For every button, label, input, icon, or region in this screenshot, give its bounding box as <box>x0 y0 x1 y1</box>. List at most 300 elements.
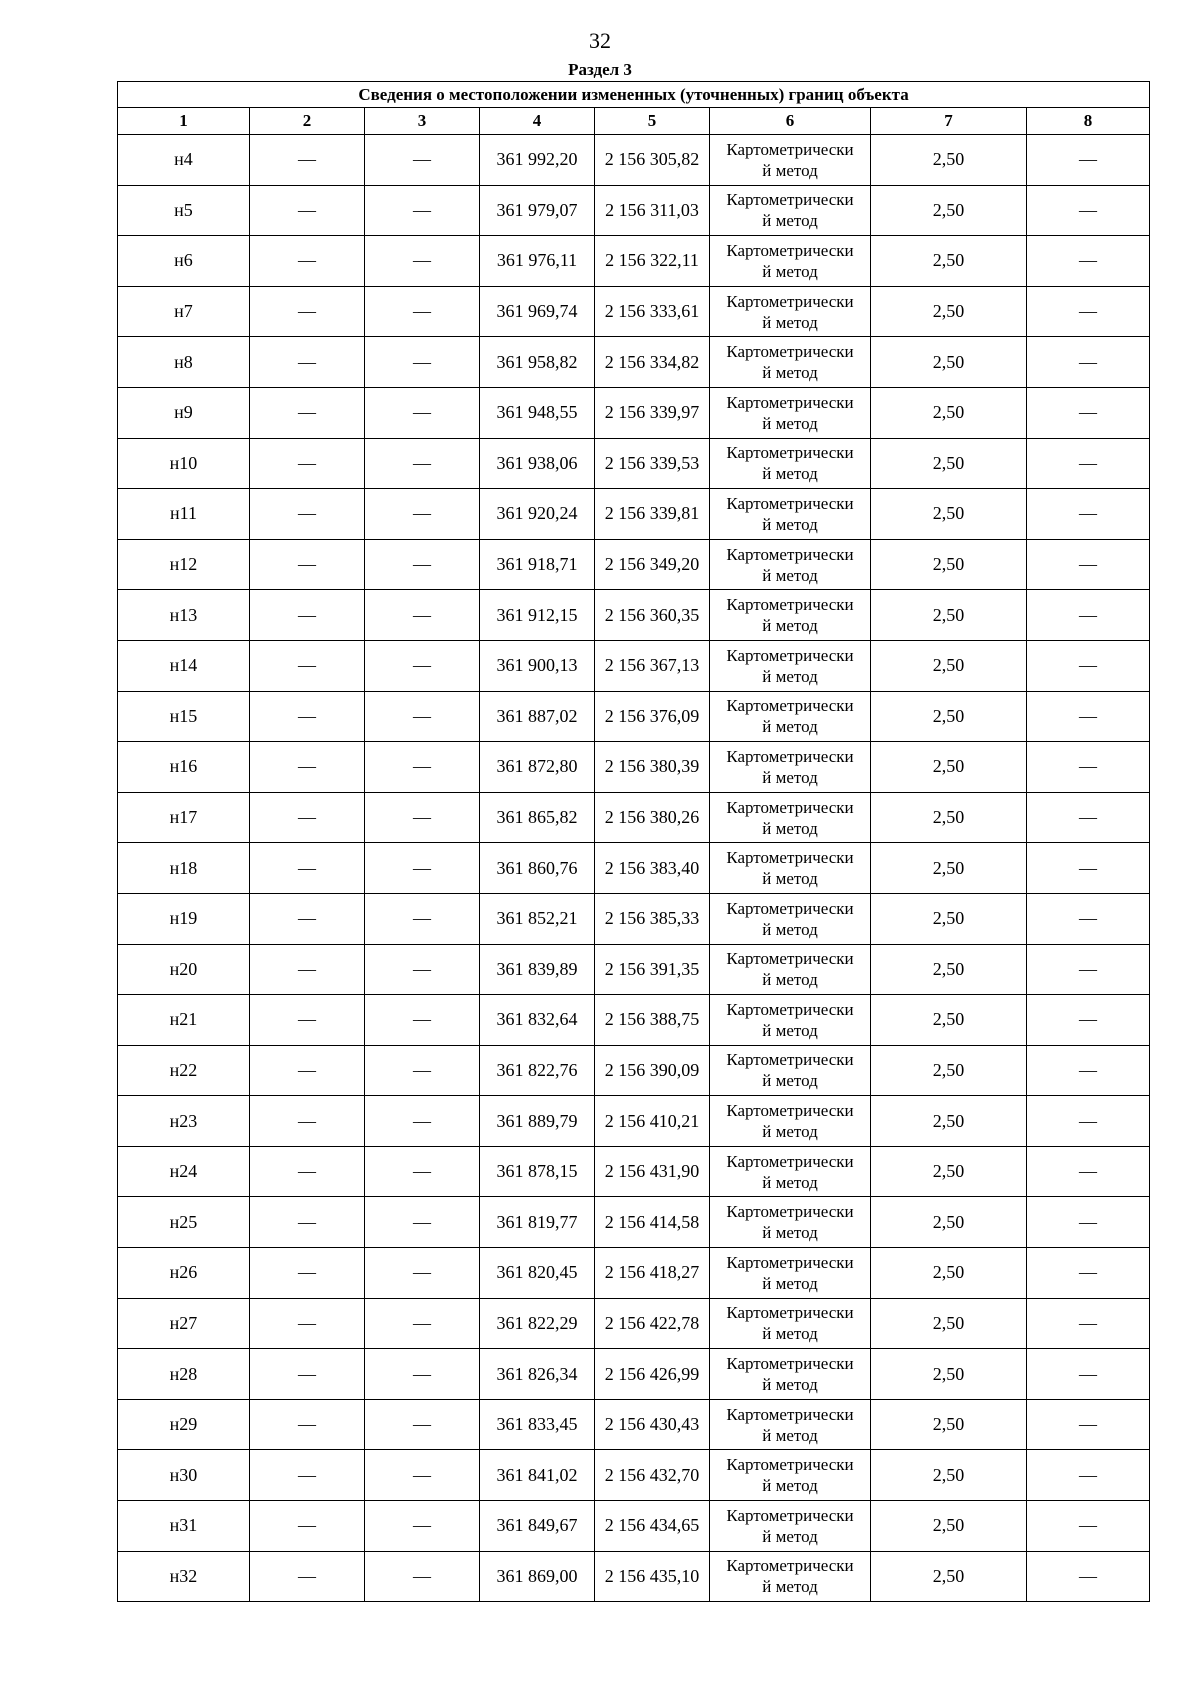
method-cell <box>710 1298 871 1349</box>
point-id-cell: н19 <box>118 893 250 944</box>
table-row <box>118 742 1150 793</box>
column-2-cell: — <box>250 489 365 540</box>
column-3-cell: — <box>365 1045 480 1096</box>
method-cell <box>710 1197 871 1248</box>
y-coordinate-cell: 2 156 383,40 <box>595 843 710 894</box>
method-text-line: й метод <box>762 767 818 787</box>
column-3-cell: — <box>365 792 480 843</box>
column-2-cell: — <box>250 944 365 995</box>
column-8-cell: — <box>1027 1298 1150 1349</box>
column-8-cell: — <box>1027 337 1150 388</box>
table-row <box>118 438 1150 489</box>
method-text-line: Картометрически <box>726 1556 854 1576</box>
method-cell <box>710 1349 871 1400</box>
method-text-line: Картометрически <box>726 1303 854 1323</box>
point-id-cell: н10 <box>118 438 250 489</box>
table-header-row <box>118 108 1150 135</box>
column-header: 6 <box>710 108 871 135</box>
column-3-cell: — <box>365 438 480 489</box>
method-text-line: й метод <box>762 919 818 939</box>
method-cell <box>710 691 871 742</box>
x-coordinate-cell: 361 887,02 <box>480 691 595 742</box>
y-coordinate-cell: 2 156 334,82 <box>595 337 710 388</box>
y-coordinate-cell: 2 156 391,35 <box>595 944 710 995</box>
method-cell <box>710 1248 871 1299</box>
y-coordinate-cell: 2 156 426,99 <box>595 1349 710 1400</box>
x-coordinate-cell: 361 839,89 <box>480 944 595 995</box>
x-coordinate-cell: 361 969,74 <box>480 286 595 337</box>
point-id-cell: н9 <box>118 387 250 438</box>
method-text-line: й метод <box>762 1122 818 1142</box>
method-cell <box>710 489 871 540</box>
table-row <box>118 792 1150 843</box>
method-text-line: й метод <box>762 312 818 332</box>
column-8-cell: — <box>1027 489 1150 540</box>
column-3-cell: — <box>365 387 480 438</box>
accuracy-cell: 2,50 <box>871 742 1027 793</box>
table-row <box>118 1146 1150 1197</box>
table-row <box>118 1551 1150 1602</box>
table-row <box>118 1096 1150 1147</box>
method-text-line: Картометрически <box>726 1505 854 1525</box>
column-8-cell: — <box>1027 1045 1150 1096</box>
table-row <box>118 236 1150 287</box>
y-coordinate-cell: 2 156 305,82 <box>595 135 710 186</box>
accuracy-cell: 2,50 <box>871 1146 1027 1197</box>
accuracy-cell: 2,50 <box>871 944 1027 995</box>
column-8-cell: — <box>1027 286 1150 337</box>
x-coordinate-cell: 361 878,15 <box>480 1146 595 1197</box>
section-title: Раздел 3 <box>568 60 632 79</box>
column-2-cell: — <box>250 1096 365 1147</box>
y-coordinate-cell: 2 156 430,43 <box>595 1399 710 1450</box>
y-coordinate-cell: 2 156 390,09 <box>595 1045 710 1096</box>
point-id-cell: н28 <box>118 1349 250 1400</box>
method-text-line: Картометрически <box>726 797 854 817</box>
column-3-cell: — <box>365 1298 480 1349</box>
method-text-line: Картометрически <box>726 1101 854 1121</box>
accuracy-cell: 2,50 <box>871 387 1027 438</box>
point-id-cell: н18 <box>118 843 250 894</box>
table-row <box>118 843 1150 894</box>
table-row <box>118 337 1150 388</box>
x-coordinate-cell: 361 849,67 <box>480 1501 595 1552</box>
accuracy-cell: 2,50 <box>871 236 1027 287</box>
accuracy-cell: 2,50 <box>871 185 1027 236</box>
method-cell <box>710 1146 871 1197</box>
x-coordinate-cell: 361 865,82 <box>480 792 595 843</box>
column-8-cell: — <box>1027 1399 1150 1450</box>
x-coordinate-cell: 361 872,80 <box>480 742 595 793</box>
method-cell <box>710 337 871 388</box>
method-cell <box>710 843 871 894</box>
method-cell <box>710 640 871 691</box>
table-row <box>118 995 1150 1046</box>
table-row <box>118 1298 1150 1349</box>
y-coordinate-cell: 2 156 422,78 <box>595 1298 710 1349</box>
point-id-cell: н20 <box>118 944 250 995</box>
accuracy-cell: 2,50 <box>871 792 1027 843</box>
accuracy-cell: 2,50 <box>871 1298 1027 1349</box>
accuracy-cell: 2,50 <box>871 1197 1027 1248</box>
method-text-line: й метод <box>762 464 818 484</box>
accuracy-cell: 2,50 <box>871 438 1027 489</box>
column-header: 2 <box>250 108 365 135</box>
x-coordinate-cell: 361 822,29 <box>480 1298 595 1349</box>
point-id-cell: н14 <box>118 640 250 691</box>
x-coordinate-cell: 361 841,02 <box>480 1450 595 1501</box>
column-2-cell: — <box>250 438 365 489</box>
x-coordinate-cell: 361 918,71 <box>480 539 595 590</box>
y-coordinate-cell: 2 156 380,26 <box>595 792 710 843</box>
table-row <box>118 691 1150 742</box>
column-3-cell: — <box>365 489 480 540</box>
method-cell <box>710 1450 871 1501</box>
method-text-line: Картометрически <box>726 240 854 260</box>
column-8-cell: — <box>1027 1096 1150 1147</box>
y-coordinate-cell: 2 156 333,61 <box>595 286 710 337</box>
column-8-cell: — <box>1027 590 1150 641</box>
method-text-line: Картометрически <box>726 848 854 868</box>
accuracy-cell: 2,50 <box>871 1349 1027 1400</box>
point-id-cell: н29 <box>118 1399 250 1450</box>
method-text-line: й метод <box>762 160 818 180</box>
column-8-cell: — <box>1027 742 1150 793</box>
y-coordinate-cell: 2 156 414,58 <box>595 1197 710 1248</box>
accuracy-cell: 2,50 <box>871 590 1027 641</box>
column-3-cell: — <box>365 1399 480 1450</box>
method-text-line: Картометрически <box>726 898 854 918</box>
column-8-cell: — <box>1027 236 1150 287</box>
method-text-line: Картометрически <box>726 949 854 969</box>
column-header: 7 <box>871 108 1027 135</box>
column-3-cell: — <box>365 337 480 388</box>
accuracy-cell: 2,50 <box>871 691 1027 742</box>
column-3-cell: — <box>365 1197 480 1248</box>
column-3-cell: — <box>365 640 480 691</box>
method-text-line: Картометрически <box>726 139 854 159</box>
method-text-line: Картометрически <box>726 1202 854 1222</box>
method-cell <box>710 236 871 287</box>
column-3-cell: — <box>365 539 480 590</box>
column-header: 5 <box>595 108 710 135</box>
point-id-cell: н12 <box>118 539 250 590</box>
column-2-cell: — <box>250 236 365 287</box>
column-3-cell: — <box>365 185 480 236</box>
table-row <box>118 135 1150 186</box>
table-row <box>118 387 1150 438</box>
y-coordinate-cell: 2 156 385,33 <box>595 893 710 944</box>
point-id-cell: н27 <box>118 1298 250 1349</box>
method-cell <box>710 792 871 843</box>
method-text-line: й метод <box>762 1375 818 1395</box>
column-3-cell: — <box>365 236 480 287</box>
column-3-cell: — <box>365 995 480 1046</box>
method-cell <box>710 1551 871 1602</box>
column-2-cell: — <box>250 1450 365 1501</box>
x-coordinate-cell: 361 920,24 <box>480 489 595 540</box>
y-coordinate-cell: 2 156 388,75 <box>595 995 710 1046</box>
column-8-cell: — <box>1027 387 1150 438</box>
accuracy-cell: 2,50 <box>871 1551 1027 1602</box>
y-coordinate-cell: 2 156 367,13 <box>595 640 710 691</box>
accuracy-cell: 2,50 <box>871 843 1027 894</box>
x-coordinate-cell: 361 912,15 <box>480 590 595 641</box>
table-row <box>118 1197 1150 1248</box>
column-2-cell: — <box>250 1197 365 1248</box>
x-coordinate-cell: 361 889,79 <box>480 1096 595 1147</box>
table-row <box>118 1501 1150 1552</box>
method-text-line: Картометрически <box>726 999 854 1019</box>
method-text-line: й метод <box>762 413 818 433</box>
column-3-cell: — <box>365 1450 480 1501</box>
column-3-cell: — <box>365 1501 480 1552</box>
point-id-cell: н7 <box>118 286 250 337</box>
column-header: 3 <box>365 108 480 135</box>
x-coordinate-cell: 361 833,45 <box>480 1399 595 1450</box>
table-row <box>118 1349 1150 1400</box>
accuracy-cell: 2,50 <box>871 995 1027 1046</box>
column-header: 8 <box>1027 108 1150 135</box>
x-coordinate-cell: 361 979,07 <box>480 185 595 236</box>
column-2-cell: — <box>250 1349 365 1400</box>
y-coordinate-cell: 2 156 376,09 <box>595 691 710 742</box>
table-row <box>118 944 1150 995</box>
y-coordinate-cell: 2 156 418,27 <box>595 1248 710 1299</box>
table-row <box>118 893 1150 944</box>
column-8-cell: — <box>1027 843 1150 894</box>
x-coordinate-cell: 361 860,76 <box>480 843 595 894</box>
accuracy-cell: 2,50 <box>871 337 1027 388</box>
column-8-cell: — <box>1027 135 1150 186</box>
method-text-line: й метод <box>762 363 818 383</box>
column-8-cell: — <box>1027 1501 1150 1552</box>
method-text-line: Картометрически <box>726 1252 854 1272</box>
method-text-line: й метод <box>762 261 818 281</box>
method-cell <box>710 185 871 236</box>
column-2-cell: — <box>250 539 365 590</box>
accuracy-cell: 2,50 <box>871 640 1027 691</box>
y-coordinate-cell: 2 156 349,20 <box>595 539 710 590</box>
y-coordinate-cell: 2 156 432,70 <box>595 1450 710 1501</box>
method-cell <box>710 438 871 489</box>
method-text-line: Картометрически <box>726 1404 854 1424</box>
page-number: 32 <box>589 28 611 53</box>
column-2-cell: — <box>250 387 365 438</box>
x-coordinate-cell: 361 976,11 <box>480 236 595 287</box>
method-text-line: й метод <box>762 818 818 838</box>
method-text-line: й метод <box>762 666 818 686</box>
method-text-line: й метод <box>762 1526 818 1546</box>
x-coordinate-cell: 361 822,76 <box>480 1045 595 1096</box>
column-2-cell: — <box>250 893 365 944</box>
method-cell <box>710 387 871 438</box>
column-3-cell: — <box>365 742 480 793</box>
method-text-line: Картометрически <box>726 696 854 716</box>
method-text-line: Картометрически <box>726 493 854 513</box>
method-text-line: й метод <box>762 1425 818 1445</box>
method-text-line: й метод <box>762 1071 818 1091</box>
column-3-cell: — <box>365 1096 480 1147</box>
column-2-cell: — <box>250 1146 365 1197</box>
point-id-cell: н15 <box>118 691 250 742</box>
column-2-cell: — <box>250 742 365 793</box>
accuracy-cell: 2,50 <box>871 893 1027 944</box>
column-8-cell: — <box>1027 944 1150 995</box>
point-id-cell: н32 <box>118 1551 250 1602</box>
column-2-cell: — <box>250 1248 365 1299</box>
point-id-cell: н5 <box>118 185 250 236</box>
table-row <box>118 185 1150 236</box>
accuracy-cell: 2,50 <box>871 1096 1027 1147</box>
point-id-cell: н24 <box>118 1146 250 1197</box>
column-8-cell: — <box>1027 640 1150 691</box>
point-id-cell: н17 <box>118 792 250 843</box>
method-text-line: й метод <box>762 1273 818 1293</box>
method-cell <box>710 1096 871 1147</box>
accuracy-cell: 2,50 <box>871 1045 1027 1096</box>
table-row <box>118 1248 1150 1299</box>
method-cell <box>710 590 871 641</box>
column-2-cell: — <box>250 1551 365 1602</box>
method-text-line: Картометрически <box>726 1050 854 1070</box>
point-id-cell: н6 <box>118 236 250 287</box>
column-3-cell: — <box>365 590 480 641</box>
accuracy-cell: 2,50 <box>871 1248 1027 1299</box>
column-2-cell: — <box>250 640 365 691</box>
method-text-line: Картометрически <box>726 746 854 766</box>
column-3-cell: — <box>365 1146 480 1197</box>
column-8-cell: — <box>1027 691 1150 742</box>
y-coordinate-cell: 2 156 435,10 <box>595 1551 710 1602</box>
method-text-line: й метод <box>762 1172 818 1192</box>
point-id-cell: н23 <box>118 1096 250 1147</box>
method-cell <box>710 539 871 590</box>
method-cell <box>710 893 871 944</box>
method-cell <box>710 742 871 793</box>
column-8-cell: — <box>1027 1248 1150 1299</box>
y-coordinate-cell: 2 156 322,11 <box>595 236 710 287</box>
point-id-cell: н21 <box>118 995 250 1046</box>
x-coordinate-cell: 361 958,82 <box>480 337 595 388</box>
table-body <box>118 135 1150 1602</box>
column-2-cell: — <box>250 590 365 641</box>
table-row <box>118 1045 1150 1096</box>
method-text-line: Картометрически <box>726 1151 854 1171</box>
column-header: 1 <box>118 108 250 135</box>
y-coordinate-cell: 2 156 311,03 <box>595 185 710 236</box>
accuracy-cell: 2,50 <box>871 489 1027 540</box>
method-text-line: Картометрически <box>726 645 854 665</box>
point-id-cell: н22 <box>118 1045 250 1096</box>
column-3-cell: — <box>365 843 480 894</box>
column-2-cell: — <box>250 185 365 236</box>
table-caption: Сведения о местоположении измененных (уточненных) границ объекта <box>118 82 1150 108</box>
column-8-cell: — <box>1027 893 1150 944</box>
boundary-table <box>117 81 1150 1602</box>
method-cell <box>710 1501 871 1552</box>
method-text-line: й метод <box>762 1324 818 1344</box>
method-cell <box>710 1045 871 1096</box>
table-row <box>118 1450 1150 1501</box>
accuracy-cell: 2,50 <box>871 286 1027 337</box>
column-2-cell: — <box>250 1045 365 1096</box>
y-coordinate-cell: 2 156 339,81 <box>595 489 710 540</box>
method-text-line: й метод <box>762 717 818 737</box>
column-8-cell: — <box>1027 1146 1150 1197</box>
table-row <box>118 489 1150 540</box>
column-3-cell: — <box>365 691 480 742</box>
point-id-cell: н16 <box>118 742 250 793</box>
table-row <box>118 1399 1150 1450</box>
column-3-cell: — <box>365 1248 480 1299</box>
method-text-line: й метод <box>762 514 818 534</box>
column-8-cell: — <box>1027 1551 1150 1602</box>
method-text-line: Картометрически <box>726 342 854 362</box>
x-coordinate-cell: 361 992,20 <box>480 135 595 186</box>
column-8-cell: — <box>1027 995 1150 1046</box>
accuracy-cell: 2,50 <box>871 1501 1027 1552</box>
y-coordinate-cell: 2 156 380,39 <box>595 742 710 793</box>
method-cell <box>710 135 871 186</box>
method-text-line: Картометрически <box>726 595 854 615</box>
table-row <box>118 286 1150 337</box>
point-id-cell: н13 <box>118 590 250 641</box>
column-8-cell: — <box>1027 438 1150 489</box>
x-coordinate-cell: 361 826,34 <box>480 1349 595 1400</box>
method-cell <box>710 995 871 1046</box>
point-id-cell: н30 <box>118 1450 250 1501</box>
column-2-cell: — <box>250 843 365 894</box>
x-coordinate-cell: 361 948,55 <box>480 387 595 438</box>
column-8-cell: — <box>1027 185 1150 236</box>
method-text-line: Картометрически <box>726 1455 854 1475</box>
column-2-cell: — <box>250 1501 365 1552</box>
column-8-cell: — <box>1027 792 1150 843</box>
method-text-line: й метод <box>762 869 818 889</box>
column-3-cell: — <box>365 893 480 944</box>
accuracy-cell: 2,50 <box>871 1450 1027 1501</box>
method-text-line: Картометрически <box>726 392 854 412</box>
column-header: 4 <box>480 108 595 135</box>
point-id-cell: н11 <box>118 489 250 540</box>
method-text-line: й метод <box>762 1020 818 1040</box>
accuracy-cell: 2,50 <box>871 1399 1027 1450</box>
column-8-cell: — <box>1027 1197 1150 1248</box>
y-coordinate-cell: 2 156 434,65 <box>595 1501 710 1552</box>
y-coordinate-cell: 2 156 360,35 <box>595 590 710 641</box>
method-text-line: й метод <box>762 1476 818 1496</box>
method-cell <box>710 1399 871 1450</box>
column-2-cell: — <box>250 286 365 337</box>
column-8-cell: — <box>1027 1450 1150 1501</box>
y-coordinate-cell: 2 156 431,90 <box>595 1146 710 1197</box>
point-id-cell: н4 <box>118 135 250 186</box>
point-id-cell: н8 <box>118 337 250 388</box>
method-text-line: Картометрически <box>726 1354 854 1374</box>
method-cell <box>710 286 871 337</box>
column-8-cell: — <box>1027 539 1150 590</box>
column-3-cell: — <box>365 1551 480 1602</box>
method-text-line: Картометрически <box>726 544 854 564</box>
column-3-cell: — <box>365 135 480 186</box>
method-text-line: й метод <box>762 211 818 231</box>
method-text-line: Картометрически <box>726 443 854 463</box>
column-2-cell: — <box>250 1298 365 1349</box>
x-coordinate-cell: 361 900,13 <box>480 640 595 691</box>
column-2-cell: — <box>250 691 365 742</box>
y-coordinate-cell: 2 156 339,53 <box>595 438 710 489</box>
